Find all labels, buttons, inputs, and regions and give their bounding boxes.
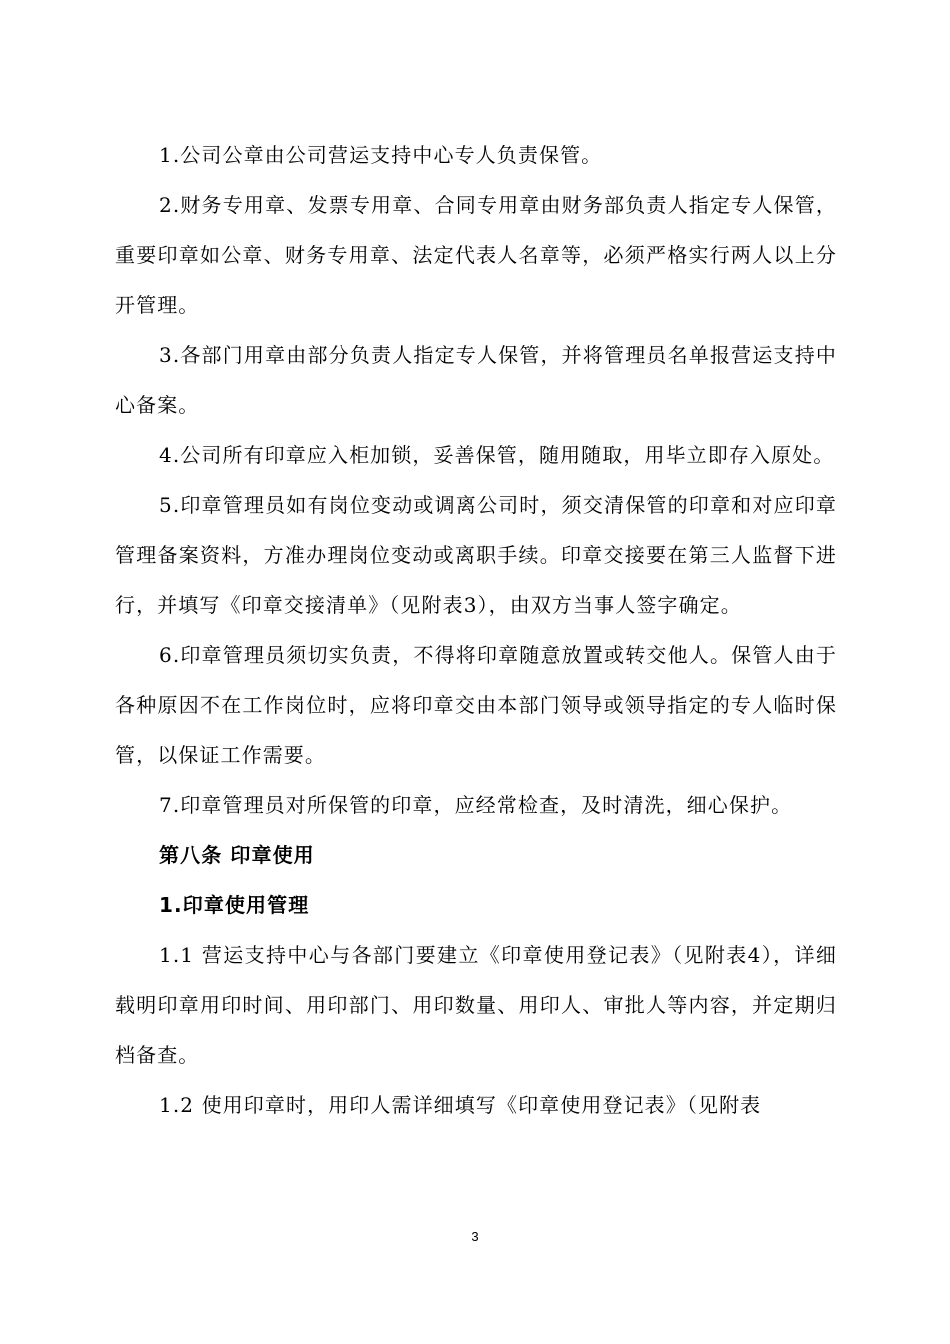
section-heading: 1.印章使用管理 [159, 893, 310, 917]
paragraph-item-5: 5.印章管理员如有岗位变动或调离公司时，须交清保管的印章和对应印章管理备案资料，方准办理岗位变动或离职手续。印章交接要在第三人监督下进行，并填写《印章交接清单》（见附表3），由双方当事人签字确定。 [115, 493, 837, 617]
paragraph-item-2: 2.财务专用章、发票专用章、合同专用章由财务部负责人指定专人保管，重要印章如公章、财务专用章、法定代表人名章等，必须严格实行两人以上分开管理。 [115, 193, 837, 317]
paragraph-item-3: 3.各部门用章由部分负责人指定专人保管，并将管理员名单报营运支持中心备案。 [115, 343, 837, 417]
article-heading: 第八条 印章使用 [159, 843, 315, 867]
page-number: 3 [471, 1229, 479, 1244]
paragraph-item-6: 6.印章管理员须切实负责，不得将印章随意放置或转交他人。保管人由于各种原因不在工作岗位时，应将印章交由本部门领导或领导指定的专人临时保管，以保证工作需要。 [115, 643, 837, 767]
sub-paragraph-1-2: 1.2 使用印章时，用印人需详细填写《印章使用登记表》（见附表 [159, 1093, 762, 1117]
paragraph-item-1: 1.公司公章由公司营运支持中心专人负责保管。 [159, 143, 603, 167]
document-body [115, 130, 837, 1130]
sub-paragraph-1-1: 1.1 营运支持中心与各部门要建立《印章使用登记表》（见附表4），详细载明印章用印时间、用印部门、用印数量、用印人、审批人等内容，并定期归档备查。 [115, 943, 837, 1067]
paragraph-item-7: 7.印章管理员对所保管的印章，应经常检查，及时清洗，细心保护。 [159, 793, 793, 817]
paragraph-item-4: 4.公司所有印章应入柜加锁，妥善保管，随用随取，用毕立即存入原处。 [159, 443, 835, 467]
